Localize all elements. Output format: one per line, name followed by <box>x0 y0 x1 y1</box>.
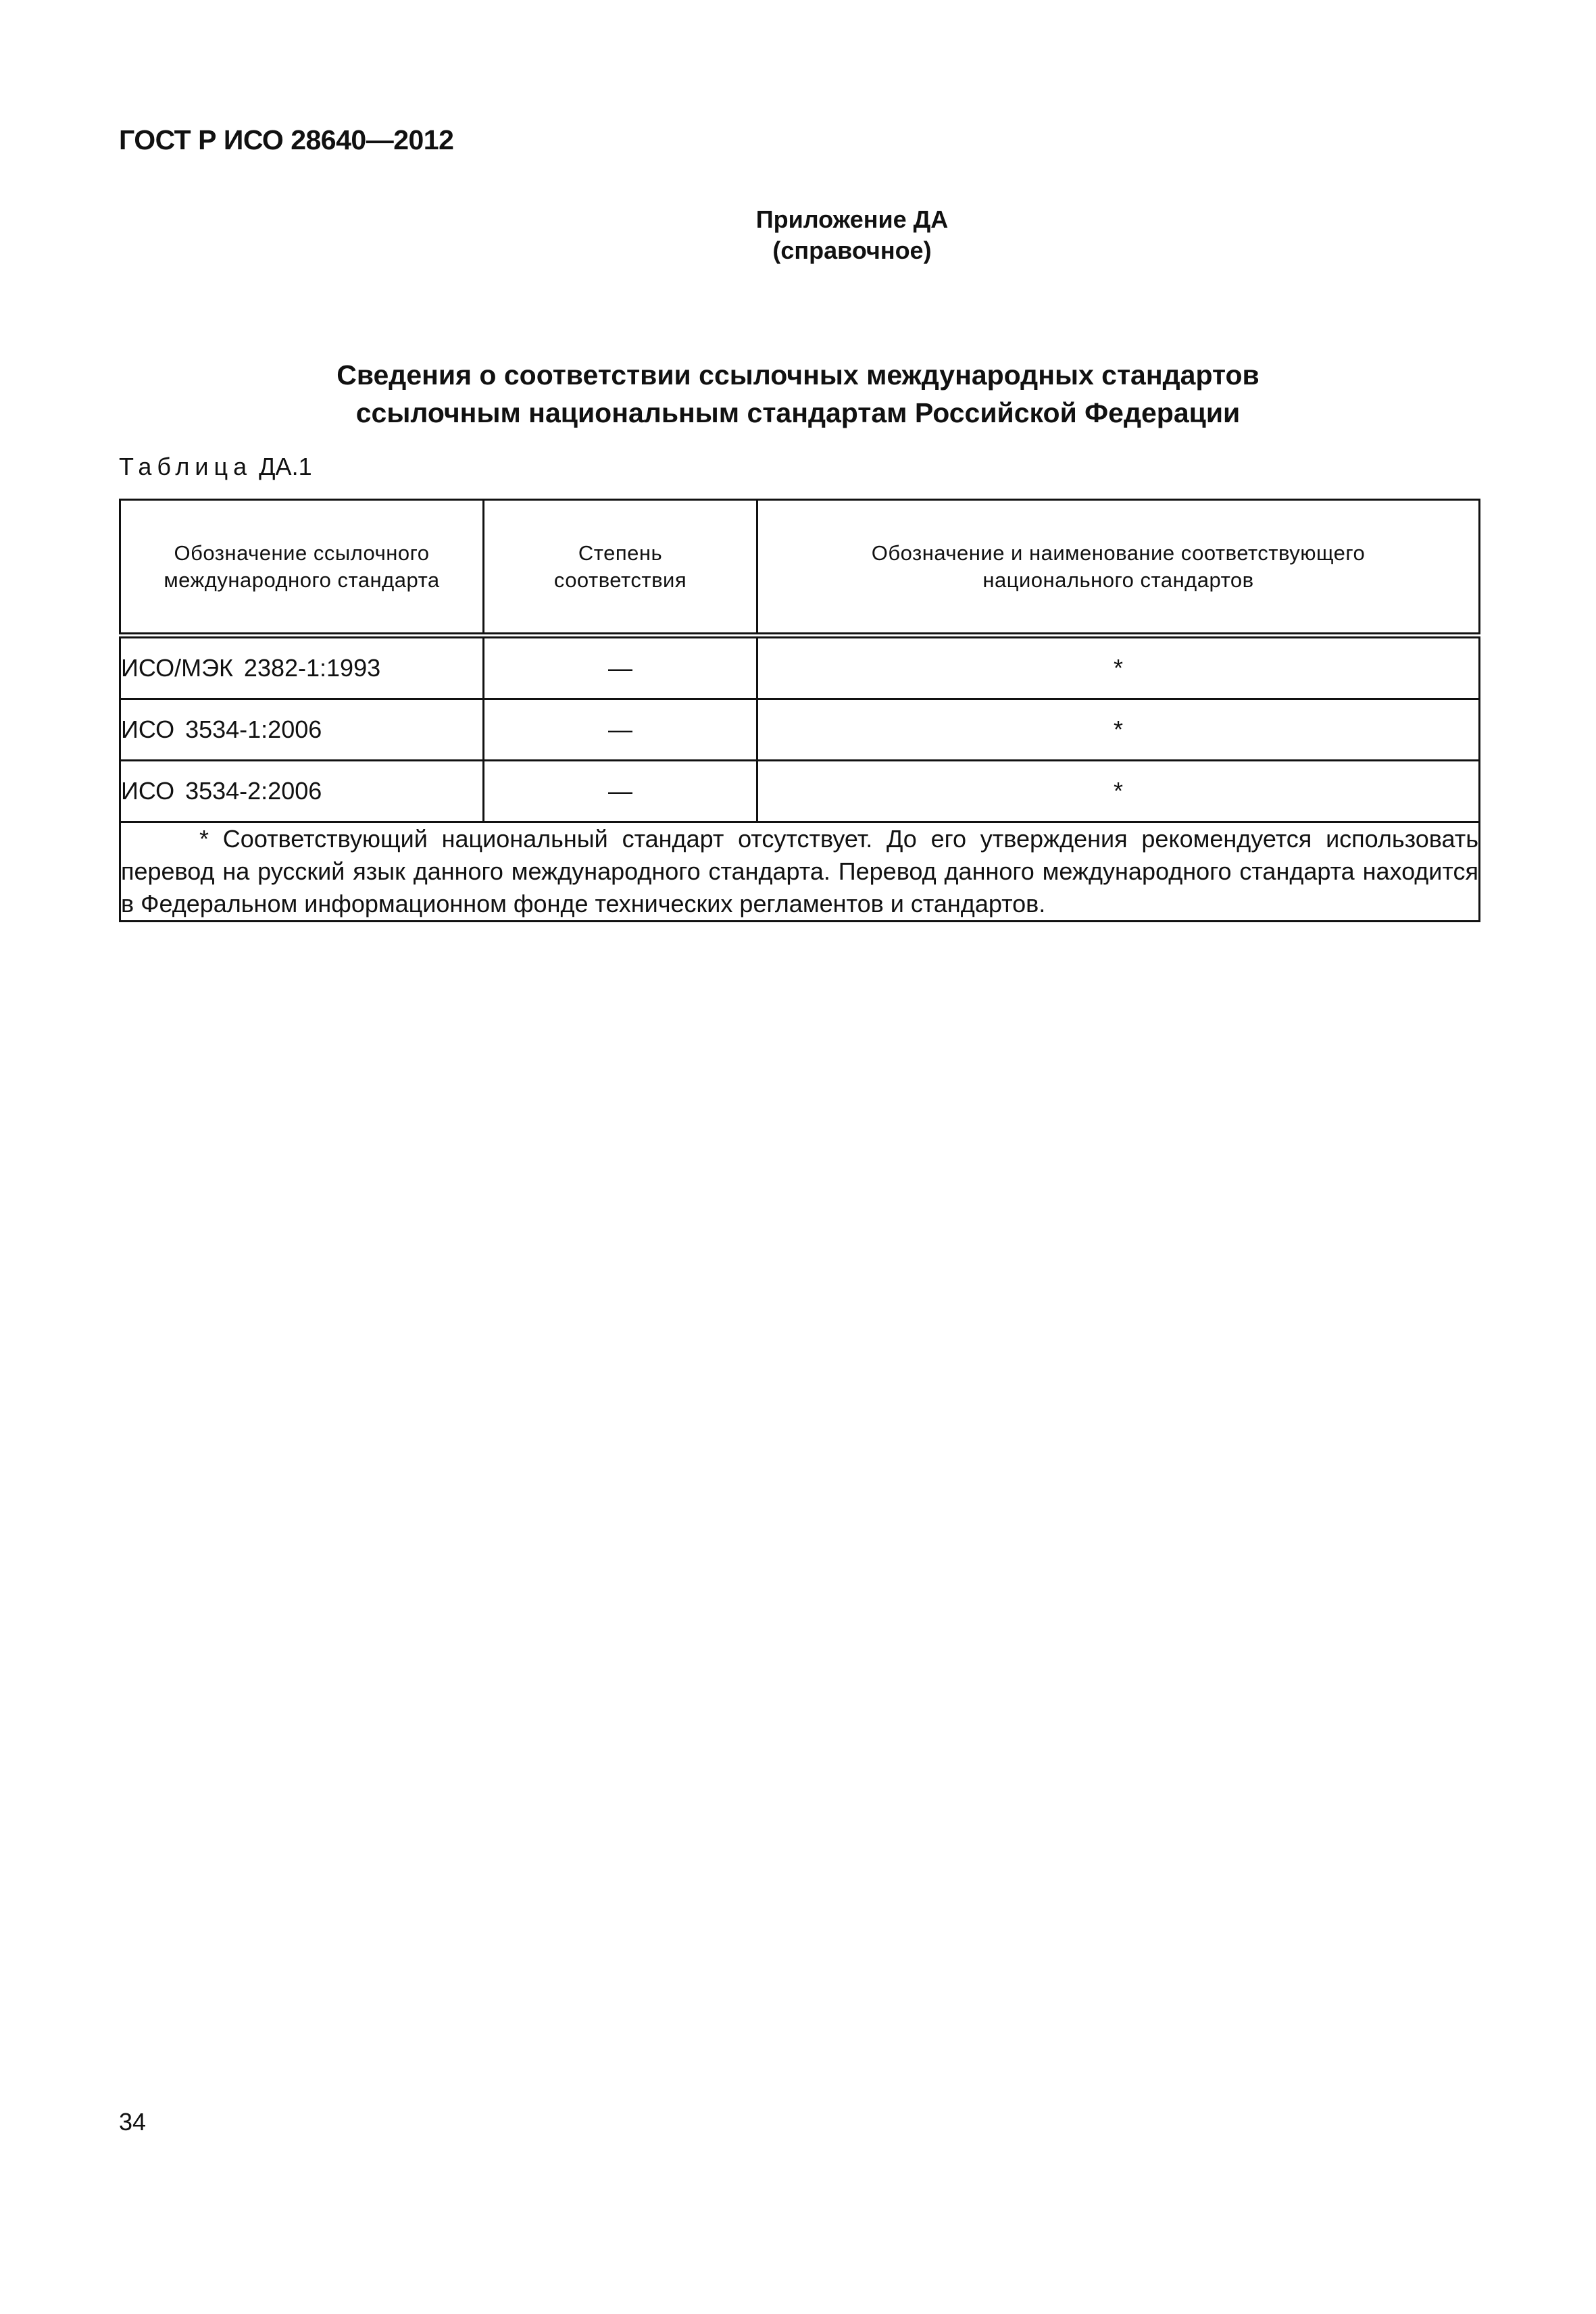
column-header-national <box>757 500 1480 636</box>
cell-national: * <box>757 636 1480 699</box>
cell-degree: — <box>484 761 757 822</box>
table-note-text: * Соответствующий национальный стандарт отсутствует. До его утверждения рекомендуется использовать перевод на русский язык данного международного стандарта. Перевод данного международного стандарта находится в Федеральном информационном фонде технических регламентов и стандартов. <box>121 825 1478 917</box>
table-row <box>120 699 1480 761</box>
column-header-degree <box>484 500 757 636</box>
table-note <box>120 822 1480 922</box>
cell-designation: ИСО 3534-2:2006 <box>120 761 484 822</box>
cell-national: * <box>757 761 1480 822</box>
cell-national: * <box>757 699 1480 761</box>
annex-heading <box>0 204 1596 266</box>
cell-degree: — <box>484 699 757 761</box>
document-code: ГОСТ Р ИСО 28640—2012 <box>119 124 454 155</box>
annex-status: (справочное) <box>772 236 932 264</box>
table-caption <box>119 453 312 481</box>
cell-degree: — <box>484 636 757 699</box>
column-header-degree-text: Степень соответствия <box>553 540 687 592</box>
table-caption-word: Таблица <box>119 453 253 480</box>
section-title-line-1: Сведения о соответствии ссылочных международных стандартов <box>336 359 1260 391</box>
annex-title: Приложение ДА <box>755 205 949 233</box>
table-header-row <box>120 500 1480 636</box>
page-number: 34 <box>119 2108 147 2136</box>
standards-table <box>119 499 1480 922</box>
cell-designation: ИСО 3534-1:2006 <box>120 699 484 761</box>
cell-designation: ИСО/МЭК 2382-1:1993 <box>120 636 484 699</box>
section-title <box>119 356 1477 432</box>
table-caption-number: ДА.1 <box>259 453 312 480</box>
table-row <box>120 761 1480 822</box>
table-note-row <box>120 822 1480 922</box>
column-header-designation <box>120 500 484 636</box>
column-header-national-text: Обозначение и наименование соответствующего национального стандартов <box>871 540 1366 592</box>
column-header-designation-text: Обозначение ссылочного международного стандарта <box>164 540 440 592</box>
section-title-line-2: ссылочным национальным стандартам Российской Федерации <box>355 397 1241 428</box>
table-row <box>120 636 1480 699</box>
